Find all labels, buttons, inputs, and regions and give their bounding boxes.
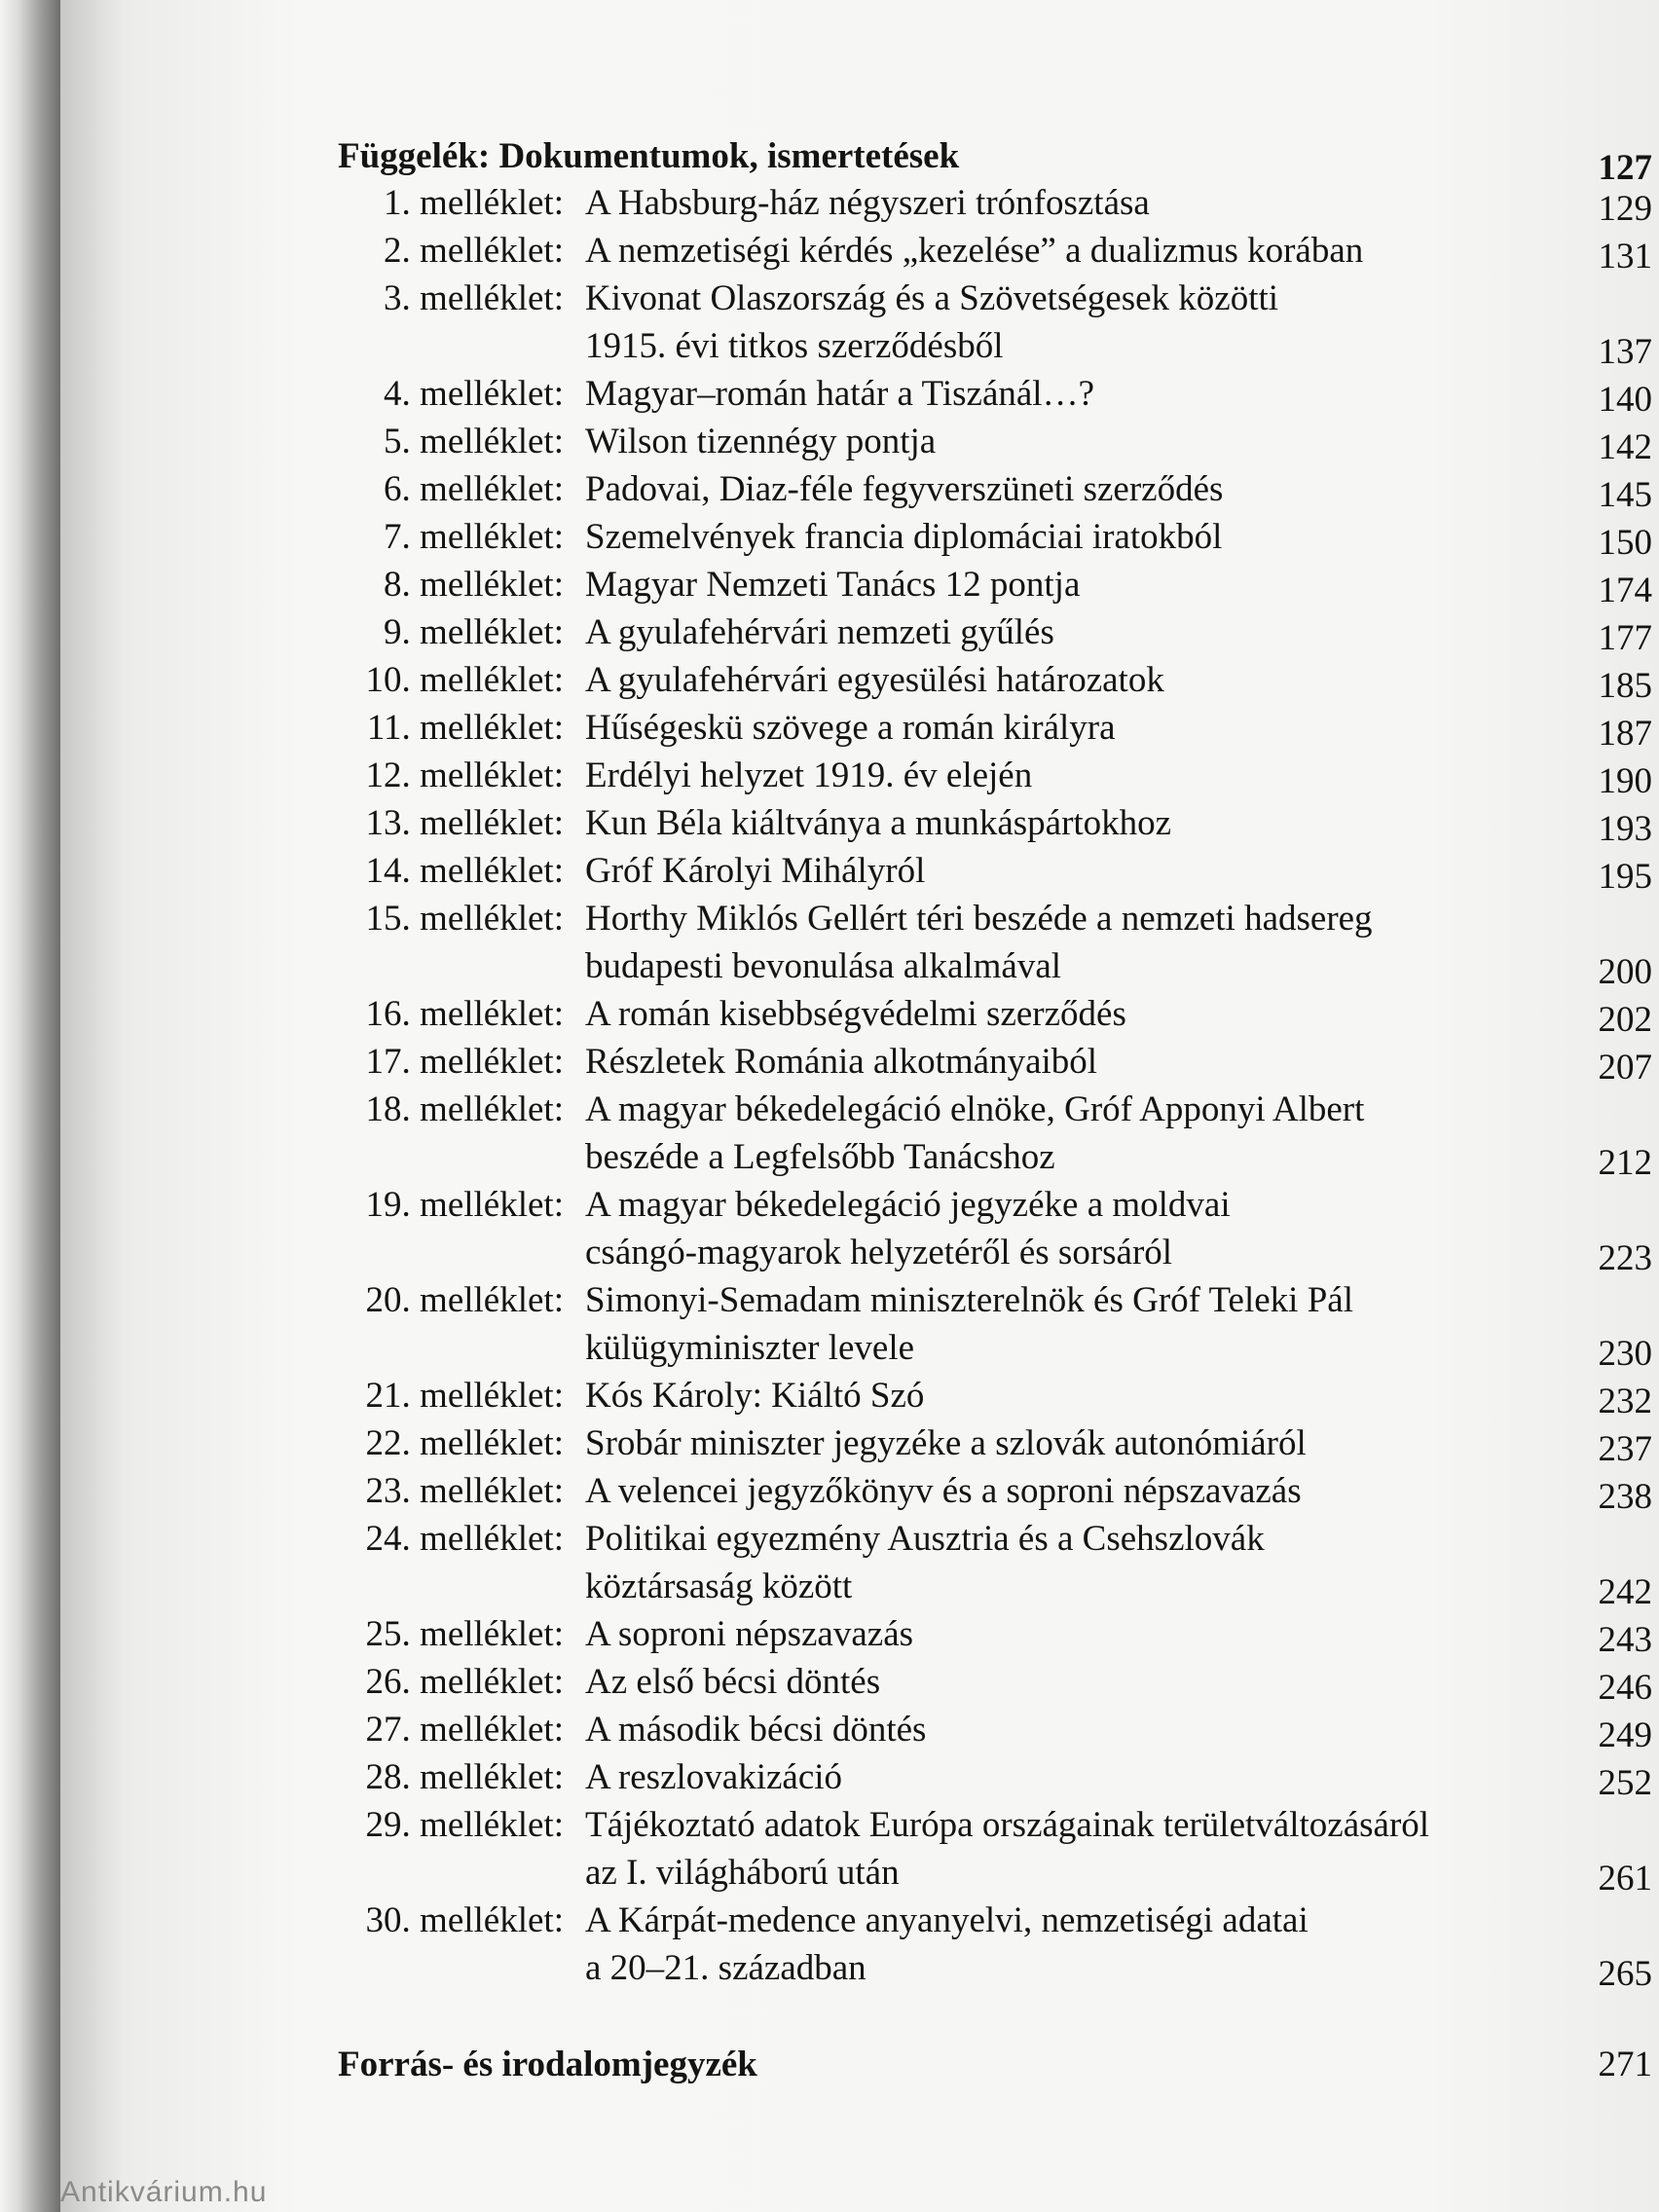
bibliography-heading-row <box>338 2042 1652 2088</box>
entry-page-number: 212 <box>1598 1143 1652 1183</box>
entry-label: 15. melléklet: <box>365 899 564 939</box>
entry-title: Padovai, Diaz-féle fegyverszüneti szerződés <box>585 469 1224 509</box>
toc-entry <box>338 419 1652 465</box>
toc-entry <box>338 848 1652 895</box>
toc-entry-continuation <box>338 1134 1652 1181</box>
entry-page-number: 238 <box>1598 1477 1652 1517</box>
toc-entry <box>338 657 1652 704</box>
entry-title: Simonyi-Semadam miniszterelnök és Gróf Teleki Pál <box>585 1280 1353 1320</box>
entry-page-number: 177 <box>1598 618 1652 658</box>
bibliography-page: 271 <box>1598 2045 1652 2084</box>
entry-page-number: 243 <box>1598 1620 1652 1660</box>
entry-title: A gyulafehérvári egyesülési határozatok <box>585 660 1164 700</box>
toc-entry <box>338 1039 1652 1086</box>
entry-label: 29. melléklet: <box>365 1805 564 1845</box>
entry-title: Magyar Nemzeti Tanács 12 pontja <box>585 565 1081 605</box>
entry-title: Wilson tizennégy pontja <box>585 422 937 461</box>
toc-entry <box>338 753 1652 799</box>
toc-entry-continuation <box>338 1230 1652 1276</box>
toc-entry <box>338 1516 1652 1563</box>
toc-entry <box>338 466 1652 513</box>
entry-page-number: 207 <box>1598 1048 1652 1088</box>
entry-title: Részletek Románia alkotmányaiból <box>585 1042 1098 1082</box>
toc-entry <box>338 896 1652 942</box>
entry-label: 28. melléklet: <box>365 1757 564 1797</box>
toc-entry-continuation <box>338 1945 1652 1992</box>
entry-title: budapesti bevonulása alkalmával <box>585 946 1062 986</box>
entry-page-number: 129 <box>1598 189 1652 229</box>
entry-page-number: 242 <box>1598 1572 1652 1612</box>
appendix-heading: Függelék: Dokumentumok, ismertetések <box>338 136 960 176</box>
toc-entry <box>338 371 1652 418</box>
entry-page-number: 200 <box>1598 952 1652 992</box>
toc-entry <box>338 1373 1652 1419</box>
entry-page-number: 145 <box>1598 475 1652 515</box>
entry-title: Az első bécsi döntés <box>585 1662 881 1702</box>
entry-page-number: 140 <box>1598 380 1652 420</box>
entry-title: beszéde a Legfelsőbb Tanácshoz <box>585 1137 1055 1177</box>
entry-title: Erdélyi helyzet 1919. év elején <box>585 756 1033 795</box>
entry-page-number: 150 <box>1598 523 1652 563</box>
toc-entry <box>338 1420 1652 1467</box>
entry-label: 21. melléklet: <box>365 1376 564 1416</box>
entry-title: Hűségeskü szövege a román királyra <box>585 708 1116 748</box>
entry-page-number: 232 <box>1598 1382 1652 1421</box>
entry-label: 4. melléklet: <box>384 374 564 414</box>
entry-page-number: 131 <box>1598 237 1652 276</box>
entry-label: 11. melléklet: <box>366 708 564 748</box>
entry-page-number: 190 <box>1598 761 1652 801</box>
toc-entry <box>338 609 1652 656</box>
toc-entry <box>338 562 1652 608</box>
toc-entry <box>338 1659 1652 1706</box>
entry-title: az I. világháború után <box>585 1853 900 1893</box>
entry-title: Srobár miniszter jegyzéke a szlovák autonómiáról <box>585 1423 1307 1463</box>
entry-page-number: 246 <box>1598 1668 1652 1708</box>
entry-title: A nemzetiségi kérdés „kezelése” a dualizmus korában <box>585 231 1364 271</box>
bibliography-heading: Forrás- és irodalomjegyzék <box>338 2045 757 2084</box>
toc-entry-continuation <box>338 1850 1652 1897</box>
entry-label: 3. melléklet: <box>384 278 564 318</box>
entry-page-number: 174 <box>1598 571 1652 610</box>
entry-label: 20. melléklet: <box>365 1280 564 1320</box>
entry-page-number: 142 <box>1598 427 1652 467</box>
entry-page-number: 137 <box>1598 332 1652 372</box>
entry-title: Horthy Miklós Gellért téri beszéde a nemzeti hadsereg <box>585 899 1373 939</box>
appendix-heading-row <box>338 133 1652 188</box>
entry-page-number: 202 <box>1598 1000 1652 1040</box>
entry-label: 30. melléklet: <box>365 1900 564 1940</box>
toc-entry <box>338 228 1652 275</box>
toc-entry <box>338 1611 1652 1658</box>
entry-page-number: 193 <box>1598 809 1652 849</box>
entry-label: 19. melléklet: <box>365 1185 564 1225</box>
entry-page-number: 265 <box>1598 1954 1652 1994</box>
entry-title: 1915. évi titkos szerződésből <box>585 326 1004 366</box>
entry-label: 16. melléklet: <box>365 994 564 1034</box>
entry-title: A velencei jegyzőkönyv és a soproni népszavazás <box>585 1471 1302 1511</box>
entry-page-number: 230 <box>1598 1334 1652 1374</box>
entry-label: 23. melléklet: <box>365 1471 564 1511</box>
entry-title: A magyar békedelegáció jegyzéke a moldvai <box>585 1185 1231 1225</box>
entry-page-number: 185 <box>1598 666 1652 706</box>
appendix-heading-page: 127 <box>1598 148 1652 188</box>
entry-label: 8. melléklet: <box>384 565 564 605</box>
entry-label: 2. melléklet: <box>384 231 564 271</box>
entry-title: Szemelvények francia diplomáciai iratokból <box>585 517 1223 557</box>
entry-page-number: 195 <box>1598 857 1652 897</box>
toc-entry <box>338 1277 1652 1324</box>
toc-entry <box>338 705 1652 752</box>
entry-label: 18. melléklet: <box>365 1089 564 1129</box>
entry-title: csángó-magyarok helyzetéről és sorsáról <box>585 1233 1173 1272</box>
entry-label: 13. melléklet: <box>365 803 564 843</box>
entry-title: A Kárpát-medence anyanyelvi, nemzetiségi adatai <box>585 1900 1309 1940</box>
book-spine-edge <box>0 0 60 2212</box>
entry-title: Magyar–román határ a Tiszánál…? <box>585 374 1094 414</box>
entry-title: A magyar békedelegáció elnöke, Gróf Apponyi Albert <box>585 1089 1365 1129</box>
entry-title: Kós Károly: Kiáltó Szó <box>585 1376 925 1416</box>
toc-entry-continuation <box>338 943 1652 990</box>
entry-page-number: 261 <box>1598 1859 1652 1899</box>
entry-label: 26. melléklet: <box>365 1662 564 1702</box>
entry-page-number: 252 <box>1598 1763 1652 1803</box>
toc-entry <box>338 991 1652 1038</box>
entry-page-number: 187 <box>1598 714 1652 754</box>
watermark: Antikvárium.hu <box>60 2176 268 2208</box>
entry-title: köztársaság között <box>585 1567 853 1606</box>
entry-label: 17. melléklet: <box>365 1042 564 1082</box>
toc-entry <box>338 1802 1652 1849</box>
toc-entry-continuation <box>338 323 1652 370</box>
entry-label: 5. melléklet: <box>384 422 564 461</box>
entry-title: Politikai egyezmény Ausztria és a Csehszlovák <box>585 1519 1265 1559</box>
toc-entry <box>338 1468 1652 1515</box>
entry-title: A Habsburg-ház négyszeri trónfosztása <box>585 183 1150 223</box>
entry-page-number: 249 <box>1598 1715 1652 1755</box>
entry-label: 27. melléklet: <box>365 1710 564 1750</box>
entry-title: A második bécsi döntés <box>585 1710 927 1750</box>
entry-label: 22. melléklet: <box>365 1423 564 1463</box>
toc-entry <box>338 1754 1652 1801</box>
entry-label: 10. melléklet: <box>365 660 564 700</box>
entry-label: 1. melléklet: <box>384 183 564 223</box>
entry-title: A román kisebbségvédelmi szerződés <box>585 994 1126 1034</box>
entry-label: 25. melléklet: <box>365 1614 564 1654</box>
entry-label: 6. melléklet: <box>384 469 564 509</box>
toc-entry <box>338 1182 1652 1229</box>
toc-entry-continuation <box>338 1564 1652 1610</box>
entry-title: a 20–21. században <box>585 1948 866 1988</box>
entry-label: 14. melléklet: <box>365 851 564 891</box>
toc-entry <box>338 1087 1652 1133</box>
entry-label: 12. melléklet: <box>365 756 564 795</box>
toc-entry <box>338 180 1652 227</box>
entry-title: A gyulafehérvári nemzeti gyűlés <box>585 612 1054 652</box>
entry-title: A soproni népszavazás <box>585 1614 914 1654</box>
entry-label: 7. melléklet: <box>384 517 564 557</box>
entry-title: Kun Béla kiáltványa a munkáspártokhoz <box>585 803 1172 843</box>
toc-entry <box>338 276 1652 322</box>
toc-entry <box>338 514 1652 561</box>
entry-page-number: 223 <box>1598 1238 1652 1278</box>
toc-entry <box>338 800 1652 847</box>
toc-entry <box>338 1898 1652 1944</box>
entry-title: A reszlovakizáció <box>585 1757 843 1797</box>
entry-label: 9. melléklet: <box>384 612 564 652</box>
entry-label: 24. melléklet: <box>365 1519 564 1559</box>
entry-title: külügyminiszter levele <box>585 1328 915 1368</box>
book-page <box>60 0 1659 2212</box>
toc-entry-continuation <box>338 1325 1652 1372</box>
entry-title: Gróf Károlyi Mihályról <box>585 851 926 891</box>
toc-entry <box>338 1707 1652 1753</box>
entry-title: Tájékoztató adatok Európa országainak területváltozásáról <box>585 1805 1430 1845</box>
entry-page-number: 237 <box>1598 1429 1652 1469</box>
entry-title: Kivonat Olaszország és a Szövetségesek közötti <box>585 278 1279 318</box>
